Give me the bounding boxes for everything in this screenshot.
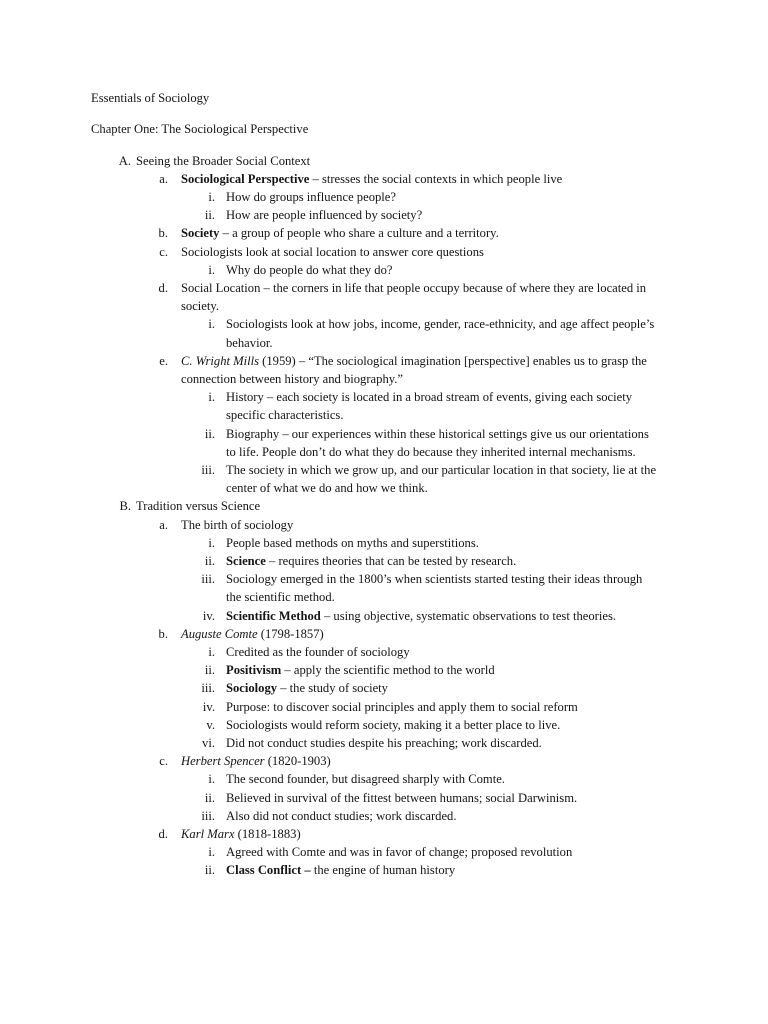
section-2-item-3-text [181,752,681,770]
section-2-item-2-subitem-3-marker: iii. [201,681,215,696]
section-1-item-2-run: – a group of people who share a culture and a territory. [219,226,499,241]
section-1-item-2-run: Society [181,226,220,241]
section-2-item-1-subitem-3-text [226,570,658,606]
section-2-item-2-subitem-5-marker: v. [206,717,215,732]
section-2-item-4-subitem-2-marker: ii. [204,863,215,878]
section-2-item-1-subitem-2-run: – requires theories that can be tested by research. [265,553,517,568]
section-1-item-5-subitem-3-marker: iii. [201,462,215,477]
section-2-item-2-subitem-3-text [226,679,658,697]
section-1-item-5-run: C. Wright Mills [181,353,260,368]
section-2-item-1-subitem-1-run: People based methods on myths and superstitions. [226,535,479,550]
section-2-item-2-subitem-2-run: – apply the scientific method to the world [281,663,495,678]
section-1-item-1-subitem-1-marker: i. [208,189,215,204]
section-1-item-4-subitem-1-run: Sociologists look at how jobs, income, gender, race-ethnicity, and age affect people’s behavior. [226,317,655,350]
section-2-item-2-run: Auguste Comte [181,626,258,641]
section-2-item-2-subitem-2-run: Positivism [226,663,282,678]
chapter-heading: Chapter One: The Sociological Perspective [91,122,309,136]
section-1-heading-run: Seeing the Broader Social Context [136,153,311,168]
section-2-item-2-subitem-5-text [226,716,658,734]
section-2-item-1-subitem-4-run: – using objective, systematic observations to test theories. [320,608,616,623]
section-2-item-2-subitem-4-text [226,698,658,716]
section-2-item-2-subitem-3-run: – the study of society [277,681,388,696]
section-2-item-2-marker: b. [158,626,168,641]
section-1-item-1-subitem-2-run: How are people influenced by society? [226,208,423,223]
section-1-item-1-subitem-2-marker: ii. [204,208,215,223]
section-1-item-1-marker: a. [159,171,168,186]
section-1-item-4-subitem-1-marker: i. [208,317,215,332]
section-1-item-3-subitem-1-text [226,261,658,279]
section-2-heading-run: Tradition versus Science [136,499,261,514]
section-2-item-1-subitem-2-text [226,552,658,570]
section-2-item-2-subitem-2-text [226,661,658,679]
section-1-item-2-text [181,224,681,242]
section-1-item-2-marker: b. [158,226,168,241]
section-2-item-1-subitem-3-run: Sociology emerged in the 1800’s when scientists started testing their ideas through the scientific method. [226,572,643,605]
section-1-item-3-marker: c. [159,244,168,259]
section-1-marker: A. [118,153,131,168]
section-2-item-1-subitem-1-marker: i. [208,535,215,550]
section-2-item-2-subitem-5-run: Sociologists would reform society, making it a better place to live. [226,717,561,732]
section-2-item-1-subitem-4-marker: iv. [202,608,215,623]
section-2-item-2-subitem-1-run: Credited as the founder of sociology [226,644,410,659]
section-2-item-3-subitem-2-marker: ii. [204,790,215,805]
section-2-item-4-run: (1818-1883) [234,826,301,841]
section-1-item-5-subitem-2-marker: ii. [204,426,215,441]
section-2-item-3-subitem-3-run: Also did not conduct studies; work discarded. [226,808,457,823]
section-1-item-5-text [181,352,681,388]
section-1-item-1-run: – stresses the social contexts in which people live [309,171,563,186]
section-2-item-2-subitem-6-run: Did not conduct studies despite his preaching; work discarded. [226,735,542,750]
section-2-item-1-subitem-2-marker: ii. [204,553,215,568]
section-2-item-4-subitem-2-text [226,861,658,879]
section-2-item-3-subitem-3-marker: iii. [201,808,215,823]
section-2-item-3-subitem-1-run: The second founder, but disagreed sharply with Comte. [226,772,505,787]
section-1-item-5-subitem-1-text [226,388,658,424]
section-1-item-5-subitem-3-run: The society in which we grow up, and our particular location in that society, lie at the center of what we do and how we think. [226,462,657,496]
section-2-item-3-subitem-2-text [226,789,658,807]
section-1-item-4-subitem-1-text [226,315,658,351]
section-2-item-1-subitem-2-run: Science [226,553,266,568]
section-1-item-3-subitem-1-run: Why do people do what they do? [226,262,393,277]
section-2-item-4-run: Karl Marx [181,826,235,841]
section-1-item-3-subitem-1-marker: i. [208,262,215,277]
section-1-item-4-run: Social Location – the corners in life that people occupy because of where they are located in society. [181,280,647,314]
section-2-item-4-subitem-1-marker: i. [208,845,215,860]
section-2-marker: B. [119,499,131,514]
section-1-item-5-subitem-2-run: Biography – our experiences within these historical settings give us our orientations to life. People don’t do what they do because they inherited internal mechanisms. [226,426,649,459]
section-1-item-1-run: Sociological Perspective [181,171,310,186]
section-2-item-1-marker: a. [159,517,168,532]
section-1-item-1-subitem-2-text [226,206,658,224]
section-2-item-4-subitem-2-run: the engine of human history [310,863,456,878]
section-2-item-3-run: (1820-1903) [264,754,331,769]
section-2-item-4-text [181,825,681,843]
document-title: Essentials of Sociology [91,91,210,105]
section-1-item-1-subitem-1-run: How do groups influence people? [226,189,396,204]
section-2-item-4-subitem-2-run: Class Conflict – [226,863,311,878]
section-2-item-2-subitem-6-marker: vi. [202,735,215,750]
section-2-item-2-subitem-4-run: Purpose: to discover social principles and apply them to social reform [226,699,578,714]
section-1-item-5-subitem-2-text [226,425,658,461]
section-1-item-5-run: (1959) – “The sociological imagination [perspective] enables us to grasp the connection between history and biography.” [181,353,647,386]
section-1-item-5-subitem-1-run: History – each society is located in a broad stream of events, giving each society specific characteristics. [226,390,633,423]
section-2-item-2-subitem-1-text [226,643,658,661]
section-2-item-2-subitem-2-marker: ii. [204,663,215,678]
section-1-item-3-run: Sociologists look at social location to answer core questions [181,244,484,259]
section-1-item-3-text [181,243,681,261]
section-2-item-2-subitem-3-run: Sociology [226,681,278,696]
section-1-item-1-subitem-1-text [226,188,658,206]
section-2-item-2-subitem-1-marker: i. [208,644,215,659]
section-1-item-4-marker: d. [158,280,168,295]
section-2-item-1-run: The birth of sociology [181,517,294,532]
section-1-item-1-text [181,170,681,188]
section-2-item-3-subitem-2-run: Believed in survival of the fittest between humans; social Darwinism. [226,790,578,805]
section-1-item-5-subitem-3-text [226,461,658,497]
section-2-item-1-text [181,516,681,534]
section-2-item-3-subitem-3-text [226,807,658,825]
section-2-item-2-text [181,625,681,643]
section-2-item-1-subitem-1-text [226,534,658,552]
section-2-item-3-run: Herbert Spencer [181,754,265,769]
section-2-item-2-subitem-6-text [226,734,658,752]
section-2-item-4-marker: d. [158,826,168,841]
section-1-item-5-marker: e. [159,353,168,368]
section-2-item-2-subitem-4-marker: iv. [202,699,215,714]
section-1-item-5-subitem-1-marker: i. [208,390,215,405]
section-2-heading-text [136,497,736,515]
section-1-heading-text [136,152,736,170]
section-2-item-4-subitem-1-text [226,843,658,861]
section-2-item-3-marker: c. [159,754,168,769]
section-2-item-3-subitem-1-text [226,770,658,788]
section-1-item-4-text [181,279,681,315]
section-2-item-4-subitem-1-run: Agreed with Comte and was in favor of change; proposed revolution [226,845,573,860]
section-2-item-3-subitem-1-marker: i. [208,772,215,787]
section-2-item-1-subitem-4-text [226,607,658,625]
section-2-item-2-run: (1798-1857) [257,626,324,641]
section-2-item-1-subitem-3-marker: iii. [201,572,215,587]
section-2-item-1-subitem-4-run: Scientific Method [226,608,321,623]
